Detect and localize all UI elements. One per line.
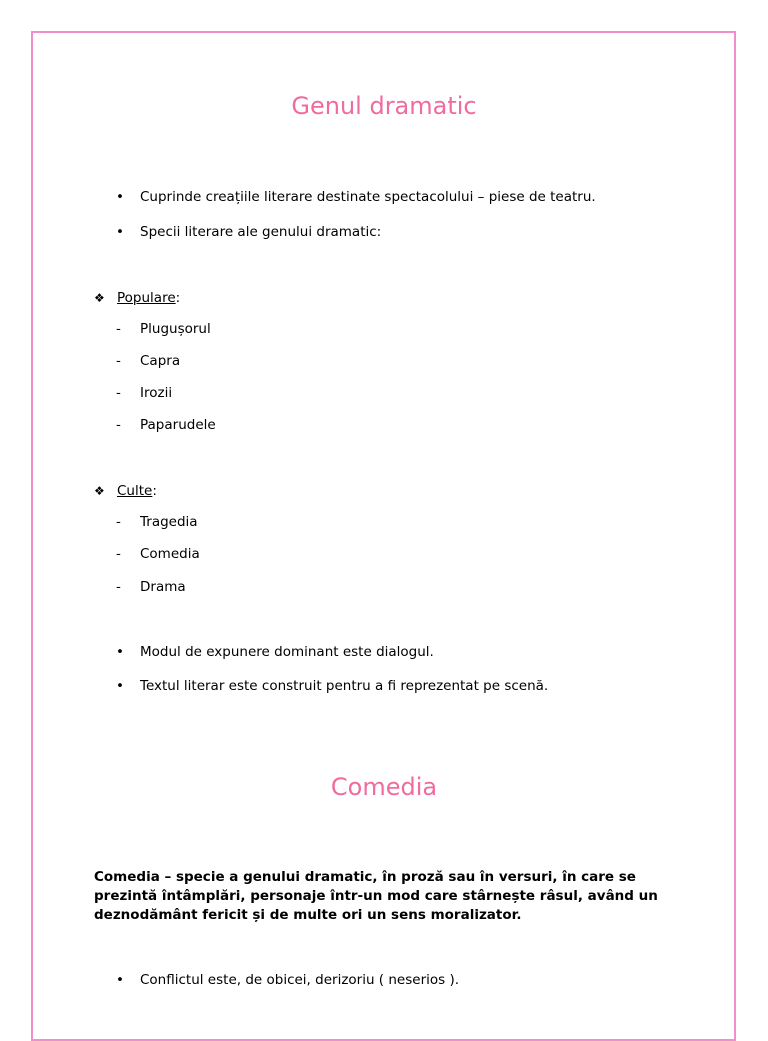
diamond-bullet-icon: ❖ (94, 291, 105, 305)
section-title-comedia: Comedia (330, 773, 438, 801)
dash-icon: - (116, 579, 121, 595)
dash-icon: - (116, 353, 121, 369)
comedia-bullet-1: Conflictul este, de obicei, derizoriu ( neserios ). (140, 972, 460, 988)
list-item: Irozii (140, 385, 173, 401)
page-title: Genul dramatic (291, 92, 477, 120)
list-item: Paparudele (140, 417, 216, 433)
intro-bullet-2: Specii literare ale genului dramatic: (140, 224, 382, 240)
list-item: Plugușorul (140, 321, 211, 337)
list-item: Tragedia (140, 514, 198, 530)
comedia-definition: Comedia – specie a genului dramatic, în proză sau în versuri, în care se prezintă întâmplări, personaje într-un mod care stârnește râsul, având un deznodământ fericit și de multe ori un sens moralizator. (94, 869, 658, 923)
bullet-icon: • (116, 644, 124, 660)
group-label: Populare (117, 290, 176, 306)
group-heading-populare (117, 289, 180, 307)
dash-icon: - (116, 417, 121, 433)
bullet-icon: • (116, 972, 124, 988)
dash-icon: - (116, 321, 121, 337)
group-heading-culte (117, 482, 157, 500)
list-item: Capra (140, 353, 181, 369)
list-item: Drama (140, 579, 186, 595)
group-colon: : (175, 290, 181, 306)
bullet-icon: • (116, 224, 124, 240)
dash-icon: - (116, 514, 121, 530)
bullet-icon: • (116, 678, 124, 694)
dash-icon: - (116, 385, 121, 401)
diamond-bullet-icon: ❖ (94, 484, 105, 498)
group-colon: : (152, 483, 157, 499)
intro-bullet-1: Cuprinde creațiile literare destinate spectacolului – piese de teatru. (140, 189, 596, 205)
bullet-icon: • (116, 189, 124, 205)
list-item: Comedia (140, 546, 200, 562)
outro-bullet-1: Modul de expunere dominant este dialogul. (140, 644, 434, 660)
dash-icon: - (116, 546, 121, 562)
group-label: Culte (117, 483, 153, 499)
outro-bullet-2: Textul literar este construit pentru a fi reprezentat pe scenă. (140, 678, 549, 694)
